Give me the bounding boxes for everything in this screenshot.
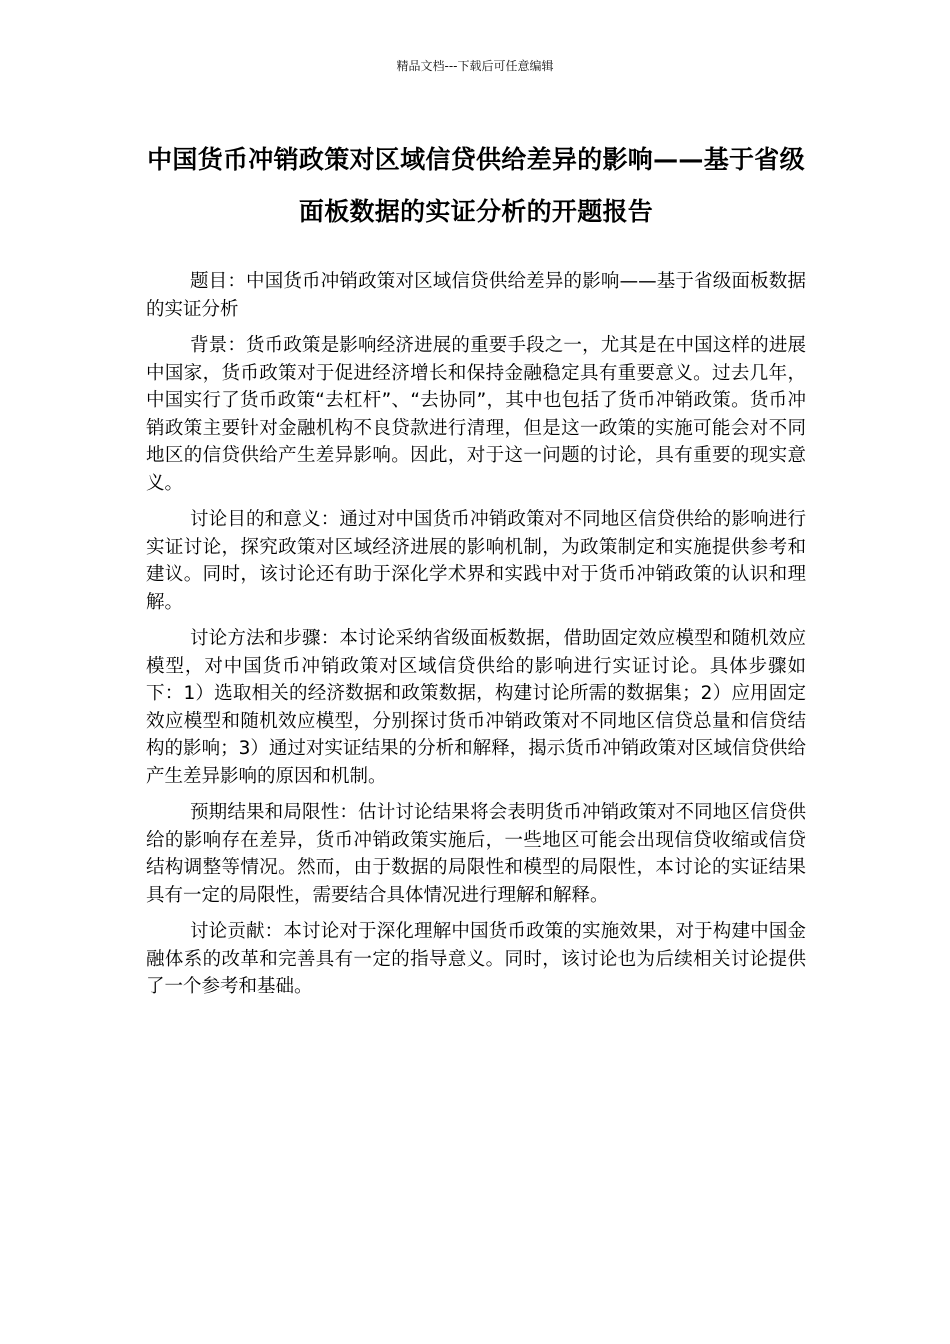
paragraph-methods: 讨论方法和步骤：本讨论采纳省级面板数据，借助固定效应模型和随机效应模型，对中国货币冲销政策对区域信贷供给的影响进行实证讨论。具体步骤如下：1）选取相关的经济数据和政策数据，构建讨论所需的数据集；2）应用固定效应模型和随机效应模型，分别探讨货币冲销政策对不同地区信贷总量和信贷结构的影响；3）通过对实证结果的分析和解释，揭示货币冲销政策对区域信贷供给产生差异影响的原因和机制。	[146, 628, 806, 787]
document-body	[146, 268, 806, 1010]
header-note: 精品文档---下载后可任意编辑	[396, 59, 554, 73]
paragraph-contribution: 讨论贡献：本讨论对于深化理解中国货币政策的实施效果，对于构建中国金融体系的改革和完善具有一定的指导意义。同时，该讨论也为后续相关讨论提供了一个参考和基础。	[146, 921, 806, 997]
paragraph-purpose: 讨论目的和意义：通过对中国货币冲销政策对不同地区信贷供给的影响进行实证讨论，探究政策对区域经济进展的影响机制，为政策制定和实施提供参考和建议。同时，该讨论还有助于深化学术界和实践中对于货币冲销政策的认识和理解。	[146, 509, 806, 613]
paragraph-expected-results: 预期结果和局限性：估计讨论结果将会表明货币冲销政策对不同地区信贷供给的影响存在差异，货币冲销政策实施后，一些地区可能会出现信贷收缩或信贷结构调整等情况。然而，由于数据的局限性和模型的局限性，本讨论的实证结果具有一定的局限性，需要结合具体情况进行理解和解释。	[146, 802, 806, 906]
paragraph-topic: 题目：中国货币冲销政策对区域信贷供给差异的影响——基于省级面板数据的实证分析	[146, 271, 806, 320]
paragraph-background: 背景：货币政策是影响经济进展的重要手段之一，尤其是在中国这样的进展中国家，货币政策对于促进经济增长和保持金融稳定具有重要意义。过去几年，中国实行了货币政策“去杠杆”、“去协同”，其中也包括了货币冲销政策。货币冲销政策主要针对金融机构不良贷款进行清理，但是这一政策的实施可能会对不同地区的信贷供给产生差异影响。因此，对于这一问题的讨论，具有重要的现实意义。	[146, 335, 806, 494]
document-title: 中国货币冲销政策对区域信贷供给差异的影响——基于省级面板数据的实证分析的开题报告	[147, 145, 805, 226]
